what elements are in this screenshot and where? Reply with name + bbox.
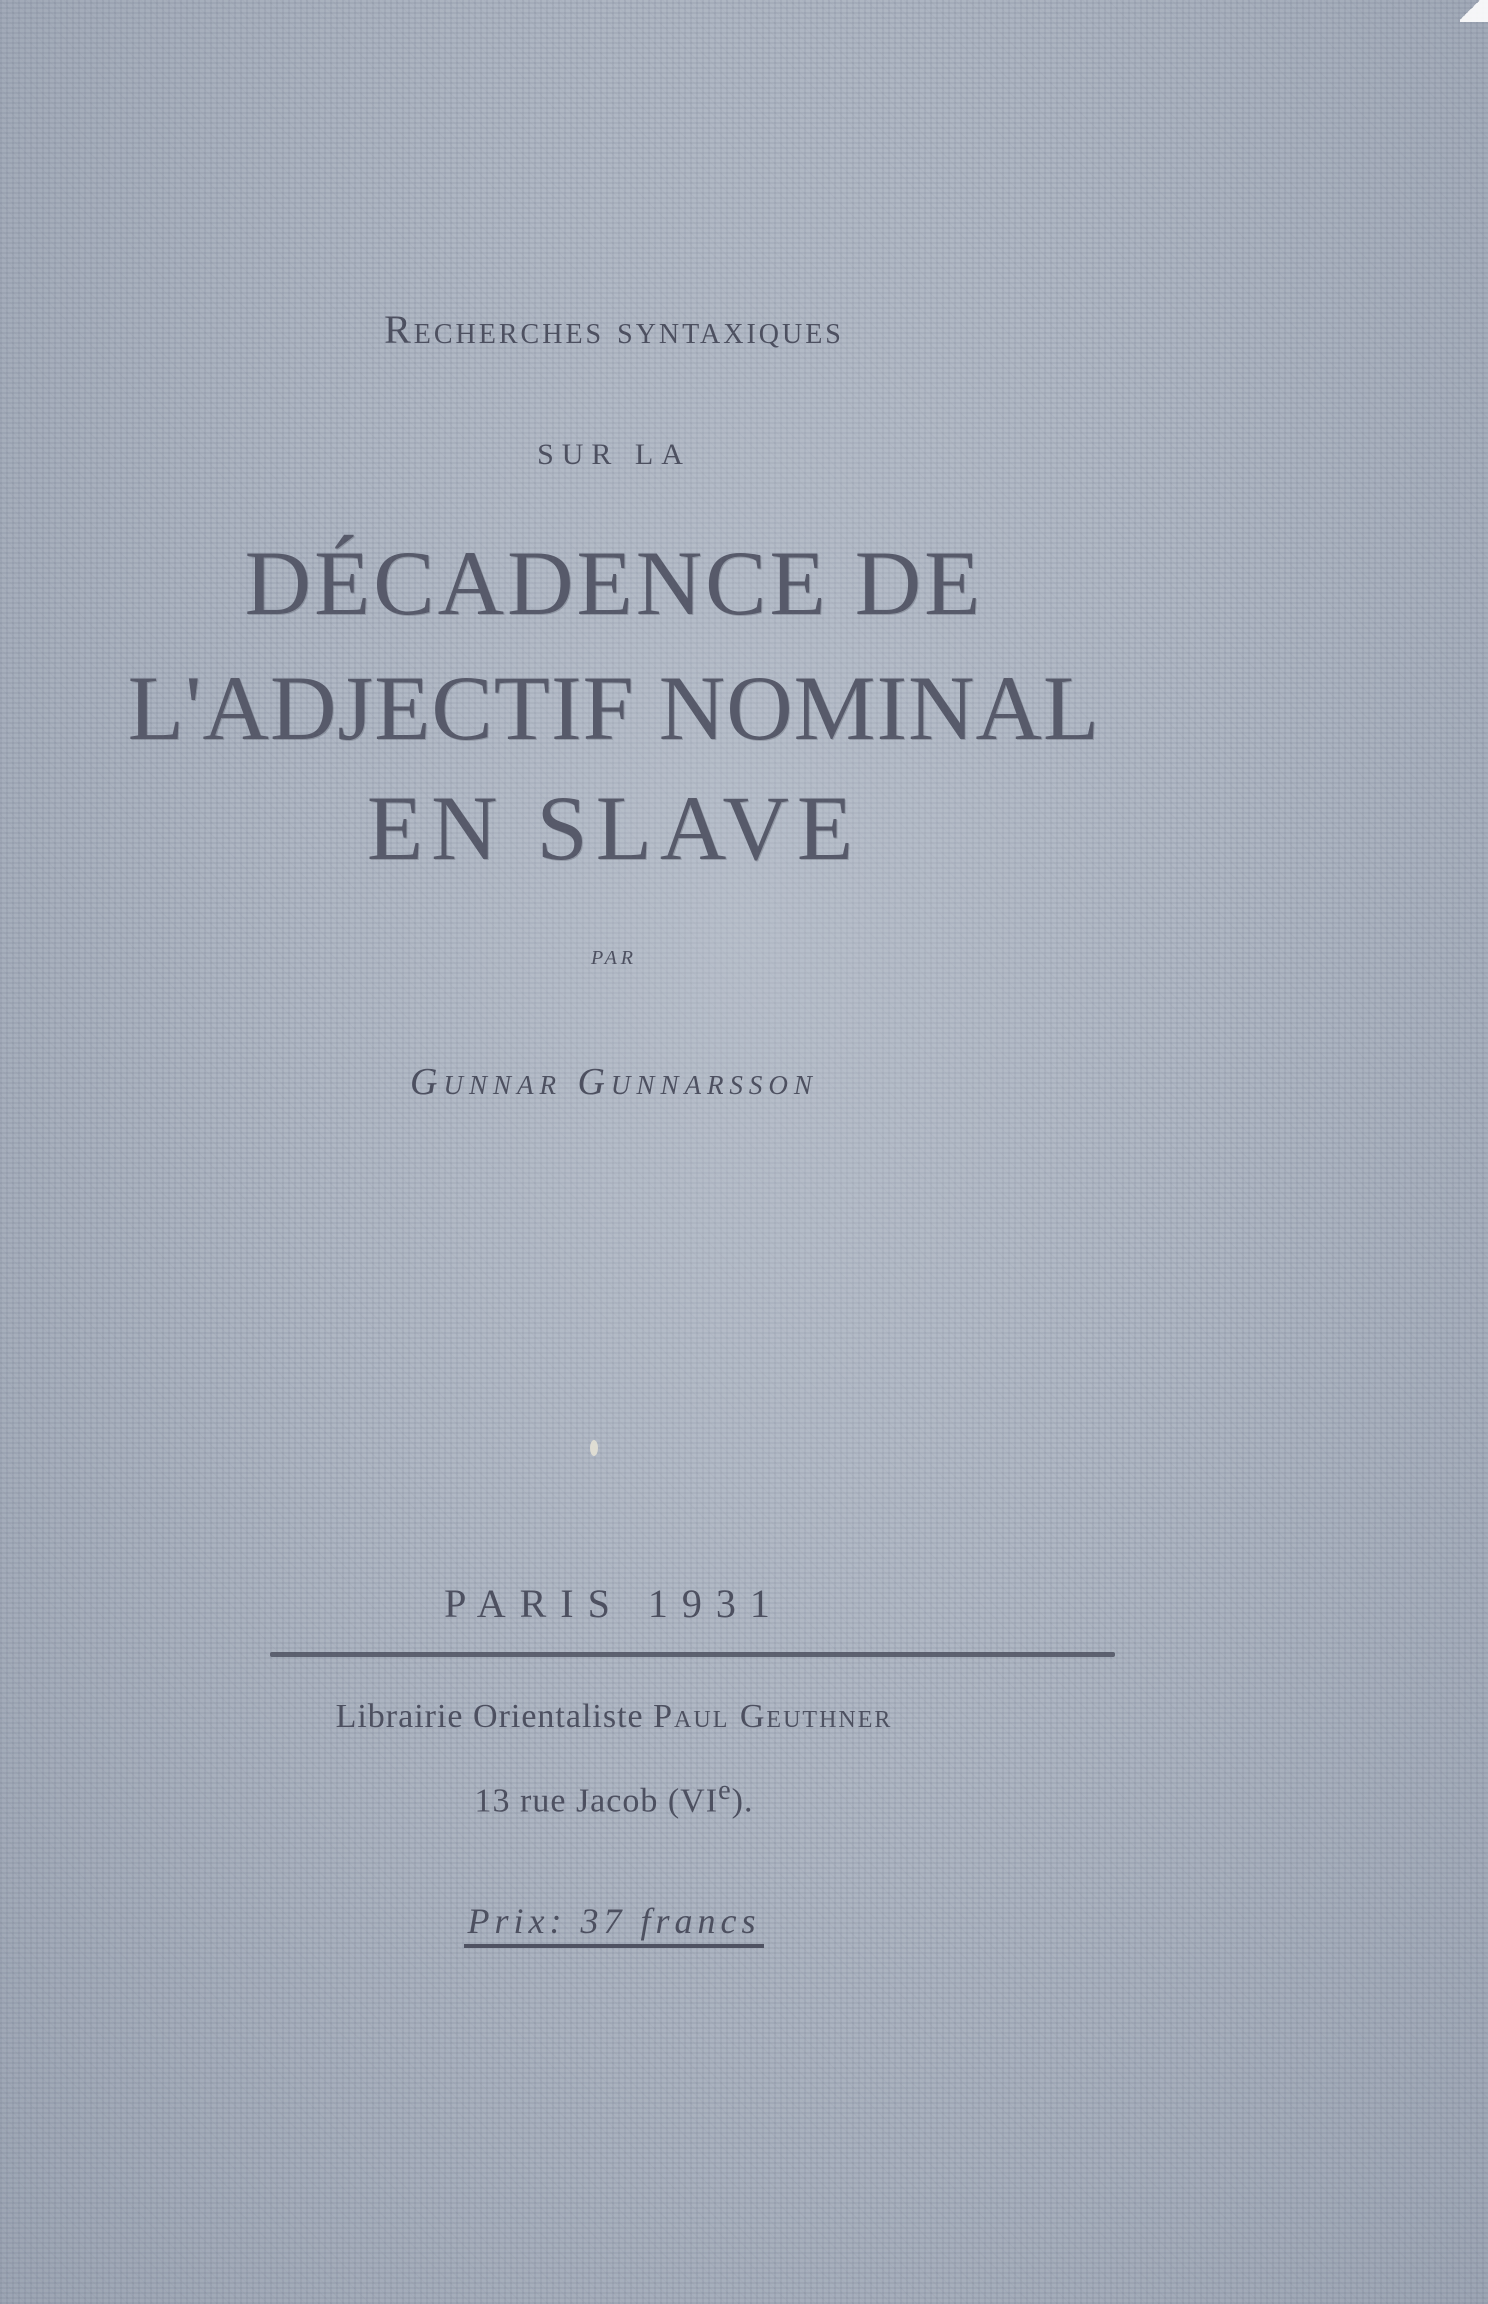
cover-connector: SUR LA [537,438,691,471]
author-name: Gunnar Gunnarsson [410,1061,818,1103]
divider-rule [270,1652,1115,1657]
publisher-name: Paul Geuthner [653,1698,893,1735]
paper-speck [590,1440,598,1456]
address-main: 13 rue Jacob (VI [474,1782,719,1820]
address-end: ). [731,1782,754,1820]
price-label: Prix: 37 francs [464,1900,765,1948]
address-superscript: e [718,1775,732,1806]
publisher-line [0,1698,1358,1736]
corner-mark [1460,0,1488,22]
title-line-1: DÉCADENCE DE [244,532,984,634]
publisher-address [0,1775,1358,1820]
cover-subtitle: Recherches syntaxiques [384,307,844,352]
title-line-3: EN SLAVE [366,777,862,879]
price-wrap [0,1900,1358,1948]
publisher-prefix: Librairie Orientaliste [335,1698,654,1735]
title-line-2: L'ADJECTIF NOMINAL [127,657,1101,759]
by-label: par [590,940,638,971]
place-year: PARIS 1931 [444,1581,784,1626]
